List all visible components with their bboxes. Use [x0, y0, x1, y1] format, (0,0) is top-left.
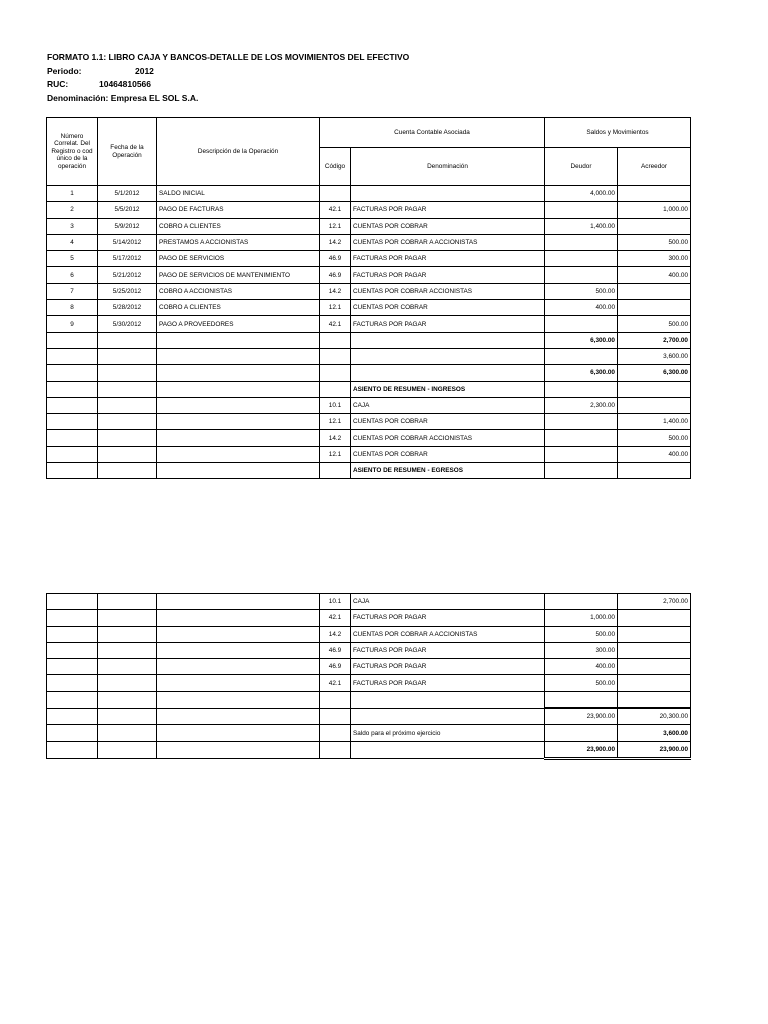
cell-acreedor	[618, 397, 691, 413]
cell-descripcion	[157, 430, 320, 446]
cell-codigo: 46.9	[320, 642, 351, 658]
report-title	[47, 52, 409, 63]
cell-descripcion	[157, 594, 320, 610]
cell-fecha	[98, 708, 157, 725]
cell-fecha: 5/5/2012	[98, 202, 157, 218]
table-row	[47, 186, 691, 202]
cell-numero: 2	[47, 202, 98, 218]
cell-deudor	[545, 725, 618, 741]
cell-codigo: 14.2	[320, 234, 351, 250]
cell-codigo: 14.2	[320, 626, 351, 642]
cell-deudor: 6,300.00	[545, 365, 618, 381]
cell-numero: 8	[47, 300, 98, 316]
cell-acreedor: 400.00	[618, 267, 691, 283]
cell-codigo: 12.1	[320, 300, 351, 316]
table-row	[47, 202, 691, 218]
cell-numero: 9	[47, 316, 98, 332]
cell-codigo	[320, 708, 351, 725]
cell-denominacion: FACTURAS POR PAGAR	[351, 202, 545, 218]
cell-fecha	[98, 365, 157, 381]
cell-acreedor: 500.00	[618, 430, 691, 446]
cell-numero	[47, 332, 98, 348]
cell-codigo	[320, 741, 351, 758]
cell-descripcion	[157, 741, 320, 758]
cell-deudor	[545, 594, 618, 610]
cell-fecha: 5/1/2012	[98, 186, 157, 202]
cell-codigo: 12.1	[320, 446, 351, 462]
cell-numero: 5	[47, 251, 98, 267]
libro-caja-table-continued	[46, 593, 691, 760]
table-row	[47, 381, 691, 397]
cell-fecha	[98, 725, 157, 741]
cell-descripcion	[157, 691, 320, 708]
cell-fecha	[98, 642, 157, 658]
cell-denominacion: FACTURAS POR PAGAR	[351, 316, 545, 332]
table-row	[47, 659, 691, 675]
cell-numero: 4	[47, 234, 98, 250]
table-row	[47, 267, 691, 283]
table-row	[47, 234, 691, 250]
cell-deudor: 6,300.00	[545, 332, 618, 348]
cell-descripcion: PRESTAMOS A ACCIONISTAS	[157, 234, 320, 250]
cell-acreedor	[618, 283, 691, 299]
cell-acreedor	[618, 463, 691, 479]
cell-fecha	[98, 414, 157, 430]
col-acreedor-header: Acreedor	[618, 148, 691, 186]
cell-deudor: 500.00	[545, 626, 618, 642]
report-title-text: FORMATO 1.1: LIBRO CAJA Y BANCOS-DETALLE DE LOS MOVIMIENTOS DEL EFECTIVO	[47, 52, 410, 62]
cell-numero	[47, 741, 98, 758]
cell-numero: 1	[47, 186, 98, 202]
cell-deudor	[545, 251, 618, 267]
table-row	[47, 725, 691, 741]
cell-codigo	[320, 348, 351, 364]
cell-acreedor: 500.00	[618, 234, 691, 250]
cell-codigo: 14.2	[320, 283, 351, 299]
cell-denominacion: CUENTAS POR COBRAR A ACCIONISTAS	[351, 626, 545, 642]
cell-descripcion: PAGO DE FACTURAS	[157, 202, 320, 218]
cell-descripcion: COBRO A CLIENTES	[157, 300, 320, 316]
table-row	[47, 610, 691, 626]
cell-fecha: 5/17/2012	[98, 251, 157, 267]
table-row	[47, 446, 691, 462]
cell-denominacion: FACTURAS POR PAGAR	[351, 610, 545, 626]
cell-codigo: 46.9	[320, 659, 351, 675]
cell-deudor	[545, 463, 618, 479]
cell-denominacion	[351, 332, 545, 348]
cell-descripcion	[157, 332, 320, 348]
cell-acreedor	[618, 186, 691, 202]
cell-fecha	[98, 741, 157, 758]
cell-acreedor: 3,600.00	[618, 348, 691, 364]
cell-acreedor: 2,700.00	[618, 332, 691, 348]
cell-deudor: 400.00	[545, 659, 618, 675]
cell-denominacion: FACTURAS POR PAGAR	[351, 659, 545, 675]
cell-acreedor	[618, 218, 691, 234]
cell-denominacion: CUENTAS POR COBRAR	[351, 414, 545, 430]
cell-codigo: 12.1	[320, 218, 351, 234]
cell-denominacion: Saldo para el próximo ejercicio	[351, 725, 545, 741]
cell-numero	[47, 414, 98, 430]
cell-descripcion	[157, 446, 320, 462]
periodo-label: Periodo:	[47, 66, 82, 76]
denominacion-label: Denominación:	[47, 93, 109, 103]
table-row	[47, 332, 691, 348]
periodo-line	[47, 66, 154, 77]
col-deudor-header: Deudor	[545, 148, 618, 186]
cell-denominacion	[351, 691, 545, 708]
cell-numero	[47, 642, 98, 658]
table-row	[47, 218, 691, 234]
cell-fecha	[98, 610, 157, 626]
cell-codigo: 10.1	[320, 594, 351, 610]
cell-denominacion	[351, 186, 545, 202]
col-fecha-header: Fecha de la Operación	[98, 118, 157, 186]
table-row	[47, 300, 691, 316]
cell-descripcion	[157, 626, 320, 642]
cell-fecha: 5/28/2012	[98, 300, 157, 316]
cell-denominacion: CUENTAS POR COBRAR	[351, 446, 545, 462]
cell-deudor	[545, 691, 618, 708]
table-body	[47, 186, 691, 479]
cell-numero	[47, 594, 98, 610]
cell-numero	[47, 725, 98, 741]
cell-denominacion	[351, 708, 545, 725]
libro-caja-table	[46, 117, 691, 479]
col-denominacion-header: Denominación	[351, 148, 545, 186]
cell-deudor	[545, 446, 618, 462]
cell-fecha: 5/9/2012	[98, 218, 157, 234]
cell-denominacion: CAJA	[351, 594, 545, 610]
cell-numero	[47, 381, 98, 397]
cell-acreedor: 23,900.00	[618, 741, 691, 758]
cell-fecha	[98, 675, 157, 691]
cell-fecha	[98, 397, 157, 413]
cell-fecha	[98, 463, 157, 479]
cell-fecha: 5/30/2012	[98, 316, 157, 332]
cell-descripcion: PAGO A PROVEEDORES	[157, 316, 320, 332]
cell-denominacion	[351, 365, 545, 381]
table-row	[47, 741, 691, 758]
periodo-value: 2012	[135, 66, 154, 76]
cell-descripcion	[157, 675, 320, 691]
cell-acreedor	[618, 691, 691, 708]
table-row	[47, 348, 691, 364]
cell-numero	[47, 397, 98, 413]
cell-acreedor	[618, 659, 691, 675]
cell-numero	[47, 463, 98, 479]
cell-deudor	[545, 202, 618, 218]
cell-deudor: 23,900.00	[545, 708, 618, 725]
cell-denominacion: ASIENTO DE RESUMEN - INGRESOS	[351, 381, 545, 397]
cell-fecha: 5/14/2012	[98, 234, 157, 250]
cell-descripcion	[157, 725, 320, 741]
cell-deudor: 2,300.00	[545, 397, 618, 413]
cell-descripcion	[157, 414, 320, 430]
cell-numero: 7	[47, 283, 98, 299]
cell-acreedor	[618, 381, 691, 397]
cell-acreedor: 500.00	[618, 316, 691, 332]
table-row	[47, 463, 691, 479]
cell-numero	[47, 675, 98, 691]
cell-codigo: 12.1	[320, 414, 351, 430]
cell-codigo	[320, 725, 351, 741]
table-row	[47, 283, 691, 299]
cell-fecha	[98, 446, 157, 462]
cell-numero	[47, 659, 98, 675]
table-body-continued	[47, 594, 691, 759]
cell-denominacion	[351, 348, 545, 364]
cell-deudor: 300.00	[545, 642, 618, 658]
cell-numero	[47, 446, 98, 462]
cell-codigo: 42.1	[320, 610, 351, 626]
cell-denominacion: CAJA	[351, 397, 545, 413]
cell-denominacion: CUENTAS POR COBRAR ACCIONISTAS	[351, 430, 545, 446]
cell-denominacion: CUENTAS POR COBRAR A ACCIONISTAS	[351, 234, 545, 250]
cell-denominacion: CUENTAS POR COBRAR ACCIONISTAS	[351, 283, 545, 299]
col-numero-header: Número Correlat. Del Registro o cod único de la operación	[47, 118, 98, 186]
cell-deudor: 1,000.00	[545, 610, 618, 626]
cell-fecha	[98, 348, 157, 364]
table-row	[47, 594, 691, 610]
cell-numero	[47, 610, 98, 626]
cell-denominacion: CUENTAS POR COBRAR	[351, 300, 545, 316]
col-codigo-header: Código	[320, 148, 351, 186]
cell-deudor	[545, 234, 618, 250]
cell-codigo	[320, 365, 351, 381]
cell-numero: 6	[47, 267, 98, 283]
cell-deudor: 1,400.00	[545, 218, 618, 234]
cell-fecha	[98, 381, 157, 397]
cell-fecha	[98, 691, 157, 708]
cell-descripcion: COBRO A ACCIONISTAS	[157, 283, 320, 299]
cell-acreedor: 20,300.00	[618, 708, 691, 725]
col-descripcion-header: Descripción de la Operación	[157, 118, 320, 186]
cell-fecha	[98, 430, 157, 446]
cell-numero	[47, 430, 98, 446]
ruc-line	[47, 79, 152, 90]
cell-descripcion	[157, 381, 320, 397]
cell-deudor: 500.00	[545, 283, 618, 299]
cell-numero	[47, 708, 98, 725]
cell-descripcion	[157, 610, 320, 626]
cell-fecha	[98, 659, 157, 675]
cell-codigo: 46.9	[320, 251, 351, 267]
cell-codigo: 42.1	[320, 202, 351, 218]
cell-fecha	[98, 594, 157, 610]
cell-denominacion: FACTURAS POR PAGAR	[351, 267, 545, 283]
table-row	[47, 316, 691, 332]
cell-descripcion: PAGO DE SERVICIOS	[157, 251, 320, 267]
cell-denominacion: FACTURAS POR PAGAR	[351, 251, 545, 267]
cell-numero	[47, 626, 98, 642]
cell-fecha: 5/25/2012	[98, 283, 157, 299]
cell-deudor: 500.00	[545, 675, 618, 691]
cell-codigo	[320, 463, 351, 479]
cell-numero	[47, 348, 98, 364]
cell-fecha	[98, 626, 157, 642]
table-row	[47, 397, 691, 413]
cell-descripcion	[157, 708, 320, 725]
cell-acreedor: 300.00	[618, 251, 691, 267]
cell-numero	[47, 691, 98, 708]
cell-acreedor	[618, 300, 691, 316]
cell-acreedor: 6,300.00	[618, 365, 691, 381]
cell-codigo: 46.9	[320, 267, 351, 283]
cell-acreedor: 3,600.00	[618, 725, 691, 741]
cell-descripcion: SALDO INICIAL	[157, 186, 320, 202]
cell-deudor	[545, 381, 618, 397]
cell-fecha	[98, 332, 157, 348]
cell-acreedor	[618, 610, 691, 626]
cell-descripcion: PAGO DE SERVICIOS DE MANTENIMIENTO	[157, 267, 320, 283]
cell-descripcion	[157, 348, 320, 364]
cell-denominacion: ASIENTO DE RESUMEN - EGRESOS	[351, 463, 545, 479]
table-row	[47, 691, 691, 708]
cell-codigo: 42.1	[320, 316, 351, 332]
table-row	[47, 626, 691, 642]
denominacion-line	[47, 93, 198, 104]
cell-numero: 3	[47, 218, 98, 234]
cell-denominacion: FACTURAS POR PAGAR	[351, 675, 545, 691]
cell-denominacion	[351, 741, 545, 758]
cell-acreedor: 400.00	[618, 446, 691, 462]
cell-descripcion	[157, 659, 320, 675]
cell-codigo: 42.1	[320, 675, 351, 691]
cell-deudor: 400.00	[545, 300, 618, 316]
cell-acreedor: 1,000.00	[618, 202, 691, 218]
table-row	[47, 708, 691, 725]
cell-acreedor: 1,400.00	[618, 414, 691, 430]
cell-codigo: 10.1	[320, 397, 351, 413]
table-row	[47, 251, 691, 267]
cell-acreedor	[618, 675, 691, 691]
cell-deudor: 23,900.00	[545, 741, 618, 758]
cell-descripcion	[157, 397, 320, 413]
col-cuenta-group-header: Cuenta Contable Asociada	[320, 118, 545, 148]
denominacion-value: Empresa EL SOL S.A.	[110, 93, 199, 103]
cell-descripcion	[157, 365, 320, 381]
cell-deudor	[545, 316, 618, 332]
cell-deudor	[545, 348, 618, 364]
table-row	[47, 675, 691, 691]
cell-codigo: 14.2	[320, 430, 351, 446]
cell-acreedor: 2,700.00	[618, 594, 691, 610]
table-row	[47, 365, 691, 381]
cell-fecha: 5/21/2012	[98, 267, 157, 283]
table-row	[47, 414, 691, 430]
ruc-label: RUC:	[47, 79, 69, 89]
cell-deudor	[545, 414, 618, 430]
cell-denominacion: CUENTAS POR COBRAR	[351, 218, 545, 234]
cell-deudor	[545, 430, 618, 446]
cell-descripcion	[157, 642, 320, 658]
cell-denominacion: FACTURAS POR PAGAR	[351, 642, 545, 658]
cell-numero	[47, 365, 98, 381]
cell-codigo	[320, 691, 351, 708]
cell-descripcion: COBRO A CLIENTES	[157, 218, 320, 234]
ruc-value: 10464810566	[99, 79, 152, 89]
cell-acreedor	[618, 642, 691, 658]
table-row	[47, 642, 691, 658]
cell-deudor	[545, 267, 618, 283]
cell-deudor: 4,000.00	[545, 186, 618, 202]
table-row	[47, 430, 691, 446]
cell-acreedor	[618, 626, 691, 642]
col-saldos-group-header: Saldos y Movimientos	[545, 118, 691, 148]
cell-descripcion	[157, 463, 320, 479]
cell-codigo	[320, 332, 351, 348]
cell-codigo	[320, 186, 351, 202]
cell-codigo	[320, 381, 351, 397]
